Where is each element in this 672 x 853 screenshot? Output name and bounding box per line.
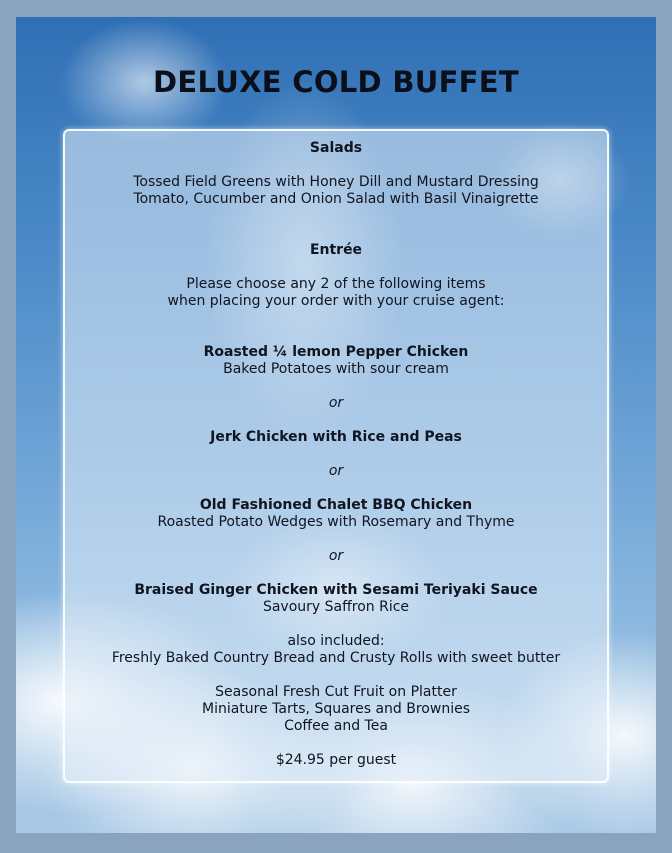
or-separator: or	[328, 395, 344, 411]
salads-heading: Salads	[309, 140, 363, 156]
sky-background	[16, 17, 656, 833]
extra-item: Coffee and Tea	[284, 718, 388, 734]
entree-option-name: Jerk Chicken with Rice and Peas	[210, 429, 462, 445]
price: $24.95 per guest	[275, 752, 397, 768]
included-label: also included:	[287, 633, 385, 649]
entree-option-name: Roasted ¼ lemon Pepper Chicken	[203, 344, 469, 360]
entree-heading: Entrée	[309, 242, 363, 258]
entree-option-name: Old Fashioned Chalet BBQ Chicken	[199, 497, 473, 513]
extra-item: Seasonal Fresh Cut Fruit on Platter	[215, 684, 457, 700]
entree-option-name: Braised Ginger Chicken with Sesami Teriyaki Sauce	[134, 582, 538, 598]
included-item: Freshly Baked Country Bread and Crusty Rolls with sweet butter	[111, 650, 561, 666]
menu-card	[63, 129, 609, 783]
or-separator: or	[328, 548, 344, 564]
entree-option-side: Roasted Potato Wedges with Rosemary and Thyme	[157, 514, 515, 530]
entree-option-side: Savoury Saffron Rice	[262, 599, 410, 615]
entree-instruction: when placing your order with your cruise agent:	[167, 293, 505, 309]
or-separator: or	[328, 463, 344, 479]
entree-option-side: Baked Potatoes with sour cream	[223, 361, 449, 377]
salad-item: Tossed Field Greens with Honey Dill and Mustard Dressing	[133, 174, 539, 190]
salad-item: Tomato, Cucumber and Onion Salad with Basil Vinaigrette	[133, 191, 539, 207]
menu-title: DELUXE COLD BUFFET	[153, 65, 519, 99]
entree-instruction: Please choose any 2 of the following items	[186, 276, 486, 292]
extra-item: Miniature Tarts, Squares and Brownies	[202, 701, 470, 717]
